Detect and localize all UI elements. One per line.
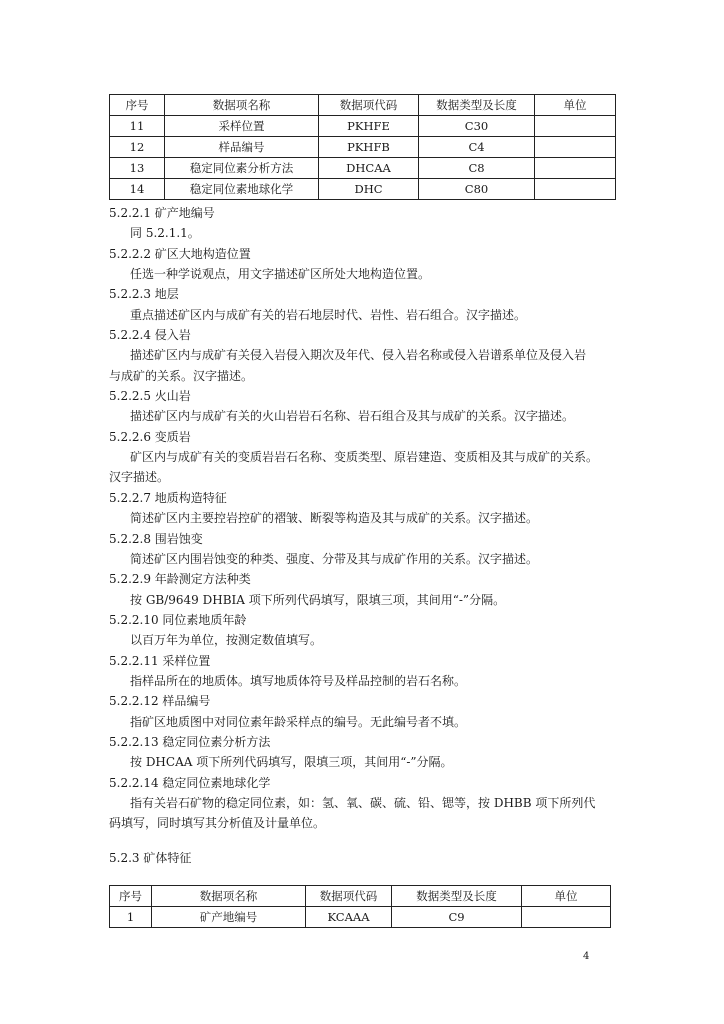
- paragraph-line: 同 5.2.1.1。: [130, 226, 200, 241]
- section-heading: 5.2.2.12 样品编号: [109, 694, 211, 709]
- table-cell: DHCAA: [319, 158, 419, 179]
- table-cell: 14: [110, 179, 165, 200]
- table-cell: 12: [110, 137, 165, 158]
- header-cell: 数据项代码: [319, 95, 419, 116]
- section-heading: 5.2.2.5 火山岩: [109, 389, 191, 404]
- table-cell: C4: [419, 137, 535, 158]
- paragraph-line: 描述矿区内与成矿有关的火山岩岩石名称、岩石组合及其与成矿的关系。汉字描述。: [130, 409, 575, 424]
- section-heading: 5.2.2.14 稳定同位素地球化学: [109, 775, 271, 790]
- section-heading: 5.2.2.8 围岩蚀变: [109, 531, 203, 546]
- table-cell: 稳定同位素地球化学: [165, 179, 319, 200]
- paragraph-line: 简述矿区内围岩蚀变的种类、强度、分带及其与成矿作用的关系。汉字描述。: [130, 551, 539, 566]
- section-heading: 5.2.2.3 地层: [109, 287, 179, 302]
- header-cell: 数据项名称: [152, 886, 306, 907]
- section-heading: 5.2.2.6 变质岩: [109, 429, 191, 444]
- spacer: [109, 834, 615, 848]
- table-row: [110, 158, 616, 179]
- page-number: 4: [583, 951, 590, 962]
- table-row: [110, 116, 616, 137]
- paragraph-line: 矿区内与成矿有关的变质岩岩石名称、变质类型、原岩建造、变质相及其与成矿的关系。: [130, 450, 599, 465]
- table-cell: 矿产地编号: [152, 907, 306, 928]
- paragraph-line: 指矿区地质图中对同位素年龄采样点的编号。无此编号者不填。: [130, 714, 467, 729]
- table-header-row: [110, 95, 616, 116]
- section-heading: 5.2.2.7 地质构造特征: [109, 490, 227, 505]
- table-cell: [535, 137, 616, 158]
- table-cell: C9: [392, 907, 522, 928]
- table-cell: C8: [419, 158, 535, 179]
- section-heading: 5.2.2.10 同位素地质年龄: [109, 612, 247, 627]
- table-cell: [535, 179, 616, 200]
- header-cell: 数据类型及长度: [392, 886, 522, 907]
- table-cell: 样品编号: [165, 137, 319, 158]
- table-cell: C30: [419, 116, 535, 137]
- section-heading: 5.2.3 矿体特征: [109, 850, 192, 865]
- section-heading: 5.2.2.9 年龄测定方法种类: [109, 572, 251, 587]
- paragraph-line: 与成矿的关系。汉字描述。: [109, 368, 254, 383]
- table-row: [110, 179, 616, 200]
- header-cell: 单位: [535, 95, 616, 116]
- table-cell: C80: [419, 179, 535, 200]
- table-cell: [522, 907, 611, 928]
- table-cell: DHC: [319, 179, 419, 200]
- data-item-table-top: [109, 94, 616, 200]
- body-content: [109, 203, 615, 868]
- paragraph-line: 以百万年为单位，按测定数值填写。: [130, 633, 323, 648]
- section-heading: 5.2.2.4 侵入岩: [109, 328, 191, 343]
- paragraph-line: 描述矿区内与成矿有关侵入岩侵入期次及年代、侵入岩名称或侵入岩谱系单位及侵入岩: [130, 348, 587, 363]
- table-cell: PKHFE: [319, 116, 419, 137]
- header-cell: 序号: [110, 886, 152, 907]
- header-cell: 单位: [522, 886, 611, 907]
- paragraph-line: 指样品所在的地质体。填写地质体符号及样品控制的岩石名称。: [130, 673, 467, 688]
- paragraph-line: 简述矿区内主要控岩控矿的褶皱、断裂等构造及其与成矿的关系。汉字描述。: [130, 511, 539, 526]
- header-cell: 序号: [110, 95, 165, 116]
- data-item-table-bottom: [109, 885, 611, 928]
- header-cell: 数据项名称: [165, 95, 319, 116]
- table-cell: 稳定同位素分析方法: [165, 158, 319, 179]
- table-cell: 13: [110, 158, 165, 179]
- section-heading: 5.2.2.13 稳定同位素分析方法: [109, 734, 271, 749]
- paragraph-line: 按 GB/9649 DHBIA 项下所列代码填写，限填三项，其间用“-”分隔。: [130, 592, 506, 607]
- table-row: [110, 137, 616, 158]
- section-heading: 5.2.2.1 矿产地编号: [109, 206, 215, 220]
- paragraph-line: 按 DHCAA 项下所列代码填写，限填三项，其间用“-”分隔。: [130, 755, 453, 770]
- paragraph-line: 重点描述矿区内与成矿有关的岩石地层时代、岩性、岩石组合。汉字描述。: [130, 307, 527, 322]
- table-row: [110, 907, 611, 928]
- paragraph-line: 汉字描述。: [109, 470, 170, 485]
- table-cell: PKHFB: [319, 137, 419, 158]
- header-cell: 数据项代码: [306, 886, 392, 907]
- paragraph-line: 指有关岩石矿物的稳定同位素，如：氢、氧、碳、硫、铅、锶等，按 DHBB 项下所列代: [130, 795, 596, 810]
- table-cell: 1: [110, 907, 152, 928]
- paragraph-line: 任选一种学说观点，用文字描述矿区所处大地构造位置。: [130, 267, 431, 282]
- section-heading: 5.2.2.2 矿区大地构造位置: [109, 246, 251, 261]
- table-cell: 采样位置: [165, 116, 319, 137]
- header-cell: 数据类型及长度: [419, 95, 535, 116]
- table-cell: 11: [110, 116, 165, 137]
- table-header-row: [110, 886, 611, 907]
- table-cell: [535, 116, 616, 137]
- table-cell: [535, 158, 616, 179]
- section-heading: 5.2.2.11 采样位置: [109, 653, 211, 668]
- table-cell: KCAAA: [306, 907, 392, 928]
- paragraph-line: 码填写，同时填写其分析值及计量单位。: [109, 816, 326, 831]
